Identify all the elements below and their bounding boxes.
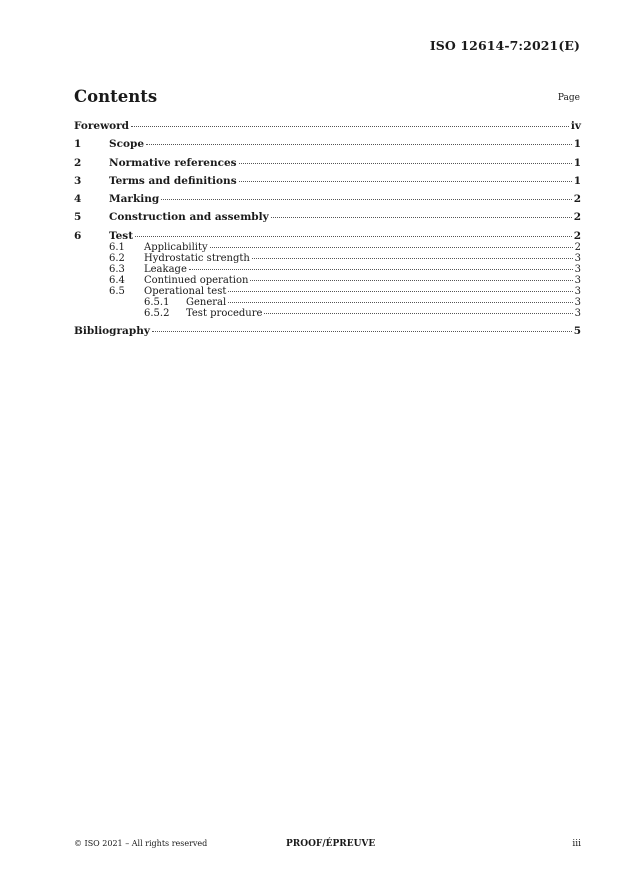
toc-dot-leader bbox=[250, 280, 572, 281]
toc-entry[interactable] bbox=[74, 297, 581, 308]
toc-entry-page: 2 bbox=[573, 229, 581, 242]
document-id: ISO 12614-7:2021(E) bbox=[429, 38, 580, 53]
toc-entry-page: 1 bbox=[573, 174, 581, 187]
toc-dot-leader bbox=[228, 291, 572, 292]
toc-entry-number: 6.1 bbox=[109, 242, 125, 254]
copyright-notice: © ISO 2021 – All rights reserved bbox=[74, 839, 208, 848]
toc-dot-leader bbox=[228, 302, 572, 303]
toc-entry-number: 6.2 bbox=[109, 253, 125, 265]
page-footer bbox=[74, 839, 581, 849]
toc-entry-page: 3 bbox=[574, 275, 581, 287]
toc-dot-leader bbox=[264, 313, 572, 314]
toc-entry-page: 3 bbox=[574, 286, 581, 298]
toc-entry-title: Scope bbox=[109, 138, 145, 151]
toc-entry-title: Test procedure bbox=[186, 308, 263, 320]
toc-entry[interactable] bbox=[74, 175, 581, 187]
toc-entry[interactable] bbox=[74, 325, 581, 337]
toc-entry[interactable] bbox=[74, 264, 581, 275]
toc-entry-number: 5 bbox=[74, 211, 82, 224]
page-column-label: Page bbox=[557, 93, 580, 103]
toc-entry[interactable] bbox=[74, 193, 581, 205]
toc-entry-page: 5 bbox=[573, 325, 581, 338]
toc-entry-title: Marking bbox=[109, 193, 160, 206]
toc-dot-leader bbox=[271, 217, 572, 218]
toc-entry-number: 4 bbox=[74, 193, 82, 206]
toc-entry-page: 3 bbox=[574, 253, 581, 265]
toc-entry[interactable] bbox=[74, 242, 581, 253]
toc-entry[interactable] bbox=[74, 230, 581, 242]
toc-entry-page: 1 bbox=[573, 138, 581, 151]
toc-entry[interactable] bbox=[74, 211, 581, 223]
toc-dot-leader bbox=[189, 269, 573, 270]
toc-entry-page: 2 bbox=[574, 242, 581, 254]
toc-entry-number: 6.5 bbox=[109, 286, 125, 298]
toc-entry-number: 6.5.1 bbox=[144, 297, 170, 309]
toc-entry-number: 6 bbox=[74, 229, 82, 242]
toc-dot-leader bbox=[135, 236, 572, 237]
contents-title: Contents bbox=[74, 87, 158, 106]
toc-entry-title: General bbox=[186, 297, 227, 309]
toc-entry-title: Leakage bbox=[144, 264, 187, 276]
toc-entry[interactable] bbox=[74, 275, 581, 286]
toc-entry-title: Construction and assembly bbox=[109, 211, 269, 224]
toc-entry-number: 1 bbox=[74, 138, 82, 151]
toc-entry[interactable] bbox=[74, 157, 581, 169]
toc-entry-title: Normative references bbox=[109, 156, 237, 169]
toc-dot-leader bbox=[239, 163, 572, 164]
toc-entry-number: 6.3 bbox=[109, 264, 125, 276]
toc-entry-page: 2 bbox=[573, 193, 581, 206]
toc-entry-page: 3 bbox=[574, 264, 581, 276]
toc-dot-leader bbox=[252, 258, 573, 259]
toc-entry[interactable] bbox=[74, 253, 581, 264]
toc-entry[interactable] bbox=[74, 286, 581, 297]
toc-entry-title: Operational test bbox=[144, 286, 227, 298]
table-of-contents bbox=[74, 120, 581, 337]
toc-dot-leader bbox=[161, 199, 571, 200]
toc-entry-number: 6.5.2 bbox=[144, 308, 170, 320]
toc-entry-page: 3 bbox=[574, 297, 581, 309]
toc-entry-title: Applicability bbox=[144, 242, 208, 254]
toc-dot-leader bbox=[131, 126, 569, 127]
toc-entry-number: 3 bbox=[74, 174, 82, 187]
toc-dot-leader bbox=[152, 331, 572, 332]
toc-entry-title: Test bbox=[109, 229, 134, 242]
toc-dot-leader bbox=[146, 144, 572, 145]
toc-entry-number: 2 bbox=[74, 156, 82, 169]
footer-page-number: iii bbox=[572, 839, 581, 849]
toc-entry[interactable] bbox=[74, 120, 581, 132]
toc-dot-leader bbox=[239, 181, 572, 182]
toc-entry-title: Terms and definitions bbox=[109, 174, 237, 187]
toc-entry-title: Hydrostatic strength bbox=[144, 253, 250, 265]
toc-entry-page: 2 bbox=[573, 211, 581, 224]
toc-entry-title: Foreword bbox=[74, 120, 130, 132]
proof-label: PROOF/ÉPREUVE bbox=[286, 839, 376, 849]
toc-entry-page: 1 bbox=[573, 156, 581, 169]
toc-entry[interactable] bbox=[74, 138, 581, 150]
toc-entry-number: 6.4 bbox=[109, 275, 125, 287]
toc-entry-title: Continued operation bbox=[144, 275, 249, 287]
toc-entry[interactable] bbox=[74, 308, 581, 319]
toc-entry-page: iv bbox=[570, 120, 581, 132]
toc-dot-leader bbox=[210, 247, 573, 248]
toc-entry-page: 3 bbox=[574, 308, 581, 320]
toc-entry-title: Bibliography bbox=[74, 325, 150, 338]
